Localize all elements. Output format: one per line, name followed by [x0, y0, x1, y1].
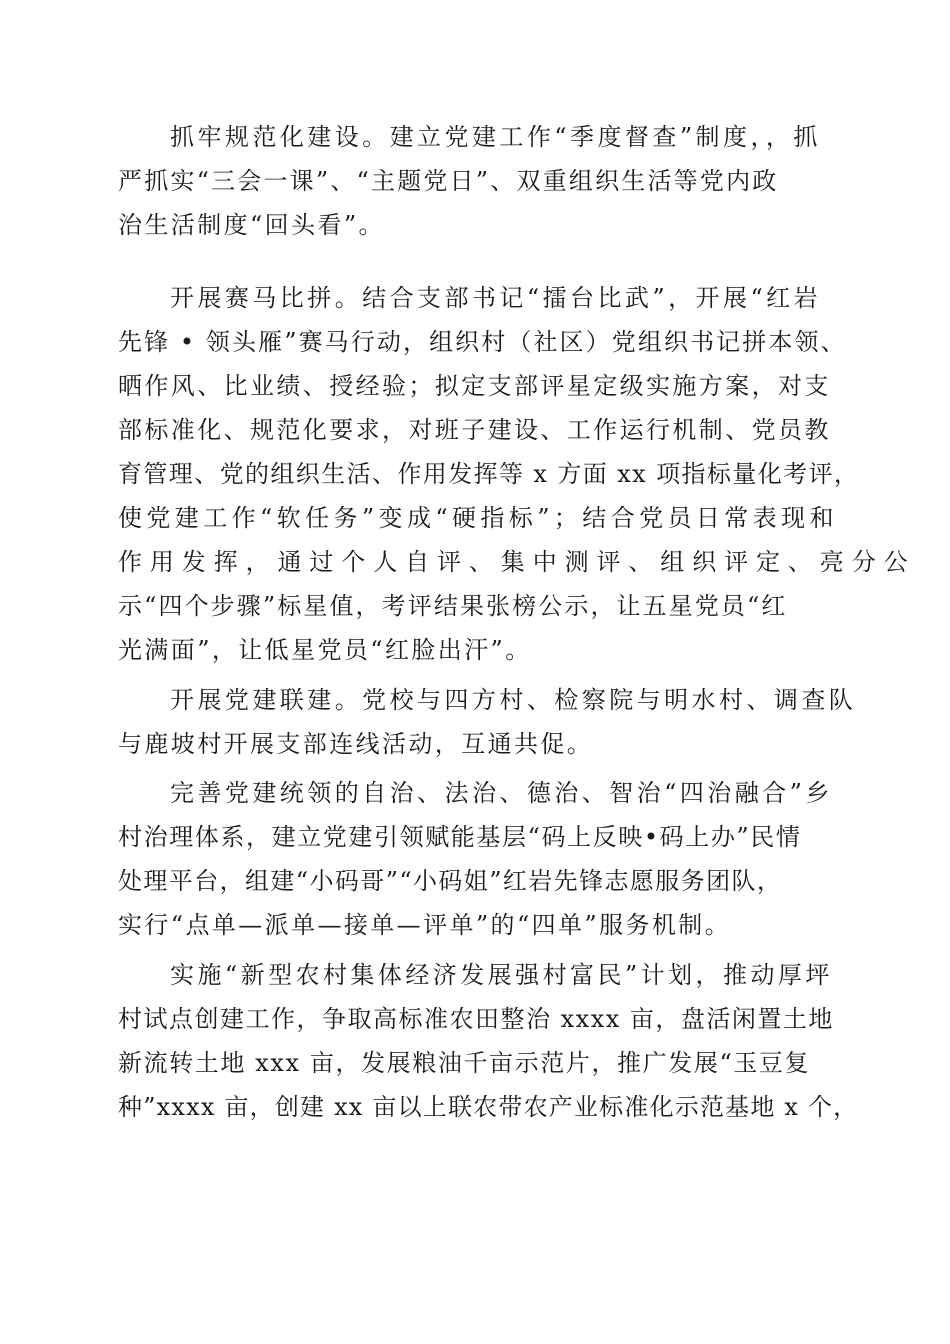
line-text: 与鹿坡村开展支部连线活动，互通共促。: [118, 730, 594, 758]
text-line: [0, 498, 950, 538]
text-line: [0, 724, 950, 764]
text-line: [0, 542, 950, 582]
text-line: [0, 366, 950, 406]
text-line: [0, 630, 950, 670]
text-line: [0, 861, 950, 901]
line-text: 完善党建统领的自治、法治、德治、智治“四治融合”乡: [170, 779, 833, 807]
line-text: 使党建工作“软任务”变成“硬指标”；结合党员日常表现和: [118, 504, 838, 532]
text-line: [0, 278, 950, 318]
text-line: [0, 322, 950, 362]
line-text: 部标准化、规范化要求，对班子建设、工作运行机制、党员教: [118, 416, 831, 444]
text-line: [0, 205, 950, 245]
text-line: [0, 999, 950, 1039]
line-text: 示“四个步骤”标星值，考评结果张榜公示，让五星党员“红: [118, 592, 788, 620]
line-text: 作用发挥，通过个人自评、集中测评、组织评定、亮分公: [118, 548, 916, 576]
text-line: [0, 1043, 950, 1083]
text-line: [0, 817, 950, 857]
line-text: 开展党建联建。党校与四方村、检察院与明水村、调查队: [170, 686, 857, 714]
text-line: [0, 955, 950, 995]
line-text: 治生活制度“回头看”。: [118, 211, 385, 239]
line-text: 实行“点单—派单—接单—评单”的“四单”服务机制。: [118, 911, 732, 939]
line-text: 种”xxxx 亩，创建 xx 亩以上联农带农产业标准化示范基地 x 个，: [118, 1093, 859, 1121]
text-line: [0, 1087, 950, 1127]
line-text: 村试点创建工作，争取高标准农田整治 xxxx 亩，盘活闲置土地: [118, 1005, 834, 1033]
line-text: 处理平台，组建“小码哥”“小码姐”红岩先锋志愿服务团队，: [118, 867, 783, 895]
line-text: 实施“新型农村集体经济发展强村富民”计划，推动厚坪: [170, 961, 833, 989]
line-text: 新流转土地 xxx 亩，发展粮油千亩示范片，推广发展“玉豆复: [118, 1049, 811, 1077]
line-text: 开展赛马比拼。结合支部书记“擂台比武”，开展“红岩: [170, 284, 822, 312]
line-text: 先锋 • 领头雁”赛马行动，组织村（社区）党组织书记拼本领、: [118, 328, 847, 356]
text-line: [0, 117, 950, 157]
text-line: [0, 586, 950, 626]
line-text: 育管理、党的组织生活、作用发挥等 x 方面 xx 项指标量化考评，: [118, 460, 860, 488]
line-text: 光满面”，让低星党员“红脸出汗”。: [118, 636, 532, 664]
line-text: 抓牢规范化建设。建立党建工作“季度督查”制度，，抓: [170, 123, 821, 151]
line-text: 村治理体系，建立党建引领赋能基层“码上反映•码上办”民情: [118, 823, 802, 851]
text-line: [0, 454, 950, 494]
line-text: 晒作风、比业绩、授经验；拟定支部评星定级实施方案，对支: [118, 372, 831, 400]
text-line: [0, 680, 950, 720]
text-line: [0, 161, 950, 201]
text-line: [0, 410, 950, 450]
line-text: 严抓实“三会一课”、“主题党日”、双重组织生活等党内政: [118, 167, 779, 195]
text-line: [0, 773, 950, 813]
text-line: [0, 905, 950, 945]
